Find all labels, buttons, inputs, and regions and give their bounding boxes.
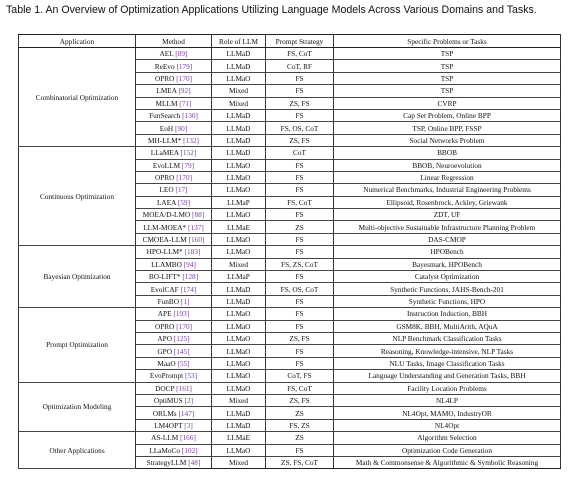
task-cell: Optimization Code Generation [334,444,561,456]
method-name: LEO [159,185,174,195]
method-name: LLaMoCo [149,445,181,455]
task-cell: NL4LP [334,394,561,406]
role-cell: LLMaP [212,196,266,208]
citation-link[interactable]: [53] [184,371,198,381]
citation-link[interactable]: [193] [173,309,190,319]
method-cell [136,233,212,245]
method-name: GPO [157,346,172,356]
citation-link[interactable]: [92] [178,86,191,96]
method-name: EvoLLM [152,160,181,170]
citation-link[interactable]: [102] [181,445,198,455]
role-cell: Mixed [212,456,266,468]
task-cell: HPOBench [334,246,561,258]
method-name: LLM-MOEA* [143,222,187,232]
table-row [19,432,561,444]
prompt-strategy-cell: CoT [266,147,334,159]
role-cell: LLMaD [212,283,266,295]
method-name: AS-LLM [151,433,179,443]
citation-link[interactable]: [170] [176,173,193,183]
role-cell: Mixed [212,394,266,406]
method-name: MOEA/D-LMO [142,210,191,220]
role-cell: LLMaE [212,221,266,233]
role-cell: LLMaO [212,444,266,456]
method-cell [136,394,212,406]
prompt-strategy-cell: FS [266,109,334,121]
citation-link[interactable]: [147] [178,408,195,418]
task-cell: Synthetic Functions, HPO [334,295,561,307]
citation-link[interactable]: [48] [188,458,201,468]
citation-link[interactable]: [183] [184,247,201,257]
task-cell: Social Networks Problem [334,134,561,146]
method-cell [136,122,212,134]
citation-link[interactable]: [88] [192,210,205,220]
method-cell [136,283,212,295]
task-cell: BBOB, Neuroevolution [334,159,561,171]
prompt-strategy-cell: ZS, FS [266,394,334,406]
method-cell [136,209,212,221]
role-cell: Mixed [212,258,266,270]
role-cell: LLMaO [212,370,266,382]
method-cell [136,97,212,109]
method-cell [136,345,212,357]
role-cell: LLMaO [212,72,266,84]
method-name: MaaO [157,358,176,368]
role-cell: LLMaO [212,382,266,394]
citation-link[interactable]: [145] [173,346,190,356]
prompt-strategy-cell: FS [266,72,334,84]
table-body [19,48,561,469]
task-cell: CVRP [334,97,561,109]
method-name: CMOEA-LLM [142,235,187,245]
task-cell: NLP Benchmark Classification Tasks [334,332,561,344]
role-cell: LLMaD [212,60,266,72]
prompt-strategy-cell: FS [266,308,334,320]
table-row [19,382,561,394]
task-cell: TSP [334,72,561,84]
header-prompt-strategy: Prompt Strategy [266,35,334,48]
task-cell: TSP [334,48,561,60]
table-row [19,308,561,320]
prompt-strategy-cell: FS [266,320,334,332]
role-cell: LLMaO [212,357,266,369]
method-name: AEL [159,49,174,59]
method-cell [136,382,212,394]
role-cell: LLMaO [212,209,266,221]
task-cell: NL4Opt [334,419,561,431]
method-cell [136,85,212,97]
role-cell: LLMaO [212,159,266,171]
citation-link[interactable]: [89] [175,49,188,59]
method-cell [136,221,212,233]
method-cell [136,60,212,72]
citation-link[interactable]: [1] [180,297,190,306]
method-name: LLaMEA [150,148,179,158]
method-cell [136,196,212,208]
prompt-strategy-cell: FS, CoT [266,196,334,208]
method-name: EoH [159,123,174,133]
role-cell: LLMaO [212,345,266,357]
role-cell: LLMaP [212,271,266,283]
citation-link[interactable]: [90] [175,123,188,133]
method-name: OPRO [154,173,175,183]
method-cell [136,444,212,456]
task-cell: Instruction Induction, BBH [334,308,561,320]
method-name: LM4OPT [154,420,183,430]
method-cell [136,258,212,270]
method-name: FunSearch [149,111,181,121]
header-application: Application [19,35,136,48]
task-cell: GSM8K, BBH, MultiArith, AQuA [334,320,561,332]
method-cell [136,320,212,332]
application-group-cell: Continuous Optimization [19,147,136,246]
task-cell: Linear Regression [334,171,561,183]
prompt-strategy-cell: FS [266,357,334,369]
prompt-strategy-cell: FS [266,85,334,97]
method-name: MLLM [155,98,178,108]
method-cell [136,48,212,60]
method-cell [136,159,212,171]
role-cell: LLMaO [212,184,266,196]
role-cell: LLMaE [212,432,266,444]
header-row [19,35,561,48]
task-cell: TSP [334,85,561,97]
task-cell: BBOB [334,147,561,159]
citation-link[interactable]: [179] [176,61,193,71]
role-cell: LLMaO [212,332,266,344]
citation-link[interactable]: [132] [183,135,199,145]
task-cell: Catalyst Optimization [334,271,561,283]
method-name: OPRO [154,73,175,83]
citation-link[interactable]: [55] [177,358,190,368]
citation-link[interactable]: [59] [177,197,191,207]
application-group-cell: Bayesian Optimization [19,246,136,308]
task-cell: ZDT, UF [334,209,561,221]
citation-link[interactable]: [130] [182,111,198,121]
citation-link[interactable]: [94] [183,259,196,269]
prompt-strategy-cell: FS [266,444,334,456]
method-cell [136,171,212,183]
task-cell: Multi-objective Sustainable Infrastructure Planning Problem [334,221,561,233]
prompt-strategy-cell: ZS [266,432,334,444]
prompt-strategy-cell: FS [266,184,334,196]
citation-link[interactable]: [170] [176,73,193,83]
citation-link[interactable]: [137] [187,222,204,232]
prompt-strategy-cell: FS, CoT [266,382,334,394]
role-cell: LLMaD [212,48,266,60]
method-name: LAEA [156,197,177,207]
citation-link[interactable]: [3] [184,420,193,430]
prompt-strategy-cell: CoT, RF [266,60,334,72]
method-name: EvoPrompt [149,371,184,381]
prompt-strategy-cell: ZS, FS [266,97,334,109]
task-cell: NL4Opt, MAMO, IndustryOR [334,407,561,419]
task-cell: Numerical Benchmarks, Industrial Engineering Problems [334,184,561,196]
method-name: APE [157,309,172,319]
role-cell: LLMaO [212,320,266,332]
method-name: LMEA [156,86,177,96]
role-cell: LLMaD [212,122,266,134]
method-cell [136,184,212,196]
method-name: OPRO [154,321,175,331]
method-cell [136,357,212,369]
prompt-strategy-cell: FS [266,171,334,183]
method-cell [136,295,212,307]
prompt-strategy-cell: ZS, FS [266,134,334,146]
method-name: OptiMUS [153,396,183,406]
method-name: DOCP [155,383,175,393]
prompt-strategy-cell: FS [266,233,334,245]
prompt-strategy-cell: FS [266,295,334,307]
method-cell [136,271,212,283]
prompt-strategy-cell: FS, ZS [266,419,334,431]
citation-link[interactable]: [2] [184,396,194,406]
application-group-cell: Prompt Optimization [19,308,136,382]
role-cell: LLMaD [212,419,266,431]
prompt-strategy-cell: FS, OS, CoT [266,122,334,134]
role-cell: Mixed [212,97,266,109]
task-cell: DAS-CMOP [334,233,561,245]
task-cell: Bayesmark, HPOBench [334,258,561,270]
citation-link[interactable]: [174] [180,284,197,294]
method-cell [136,246,212,258]
prompt-strategy-cell: FS [266,159,334,171]
header-method: Method [136,35,212,48]
method-cell [136,134,212,146]
role-cell: Mixed [212,85,266,97]
method-name: ReEvo [154,61,175,71]
application-group-cell: Other Applications [19,432,136,469]
citation-link[interactable]: [71] [179,98,192,108]
task-cell: Language Understanding and Generation Tasks, BBH [334,370,561,382]
method-name: FunBO [157,297,180,306]
task-cell: NLU Tasks, Image Classification Tasks [334,357,561,369]
citation-link[interactable]: [166] [180,433,196,443]
prompt-strategy-cell: FS [266,271,334,283]
role-cell: LLMaD [212,407,266,419]
header-role: Role of LLM [212,35,266,48]
prompt-strategy-cell: ZS [266,407,334,419]
role-cell: LLMaD [212,134,266,146]
overview-table [18,34,560,469]
method-name: MH-LLM* [148,135,182,145]
method-name: EvolCAF [150,284,179,294]
table-row [19,147,561,159]
method-cell [136,432,212,444]
prompt-strategy-cell: FS, ZS, CoT [266,258,334,270]
application-group-cell: Combinatorial Optimization [19,48,136,147]
prompt-strategy-cell: FS, CoT [266,48,334,60]
method-cell [136,109,212,121]
method-cell [136,407,212,419]
citation-link[interactable]: [17] [175,185,188,195]
method-cell [136,72,212,84]
task-cell: Ellipsoid, Rosenbrock, Ackley, Griewank [334,196,561,208]
method-name: HPO-LLM* [146,247,183,257]
role-cell: LLMaO [212,171,266,183]
table-row [19,246,561,258]
prompt-strategy-cell: ZS [266,221,334,233]
prompt-strategy-cell: FS [266,246,334,258]
citation-link[interactable]: [161] [176,383,192,393]
task-cell: TSP [334,60,561,72]
citation-link[interactable]: [79] [181,160,195,170]
method-name: StrategyLLM [146,458,187,468]
citation-link[interactable]: [125] [173,334,190,344]
task-cell: Algorithm Selection [334,432,561,444]
task-cell: Reasoning, Knowledge-intensive, NLP Tasks [334,345,561,357]
method-cell [136,332,212,344]
citation-link[interactable]: [128] [182,272,199,282]
method-name: BO-LIFT* [148,272,181,282]
task-cell: Facility Location Problems [334,382,561,394]
method-cell [136,456,212,468]
role-cell: LLMaO [212,233,266,245]
prompt-strategy-cell: ZS, FS, CoT [266,456,334,468]
role-cell: LLMaD [212,295,266,307]
role-cell: LLMaO [212,308,266,320]
citation-link[interactable]: [170] [176,321,193,331]
method-name: APO [157,334,172,344]
method-cell [136,419,212,431]
prompt-strategy-cell: CoT, FS [266,370,334,382]
method-cell [136,308,212,320]
prompt-strategy-cell: FS, OS, CoT [266,283,334,295]
task-cell: Math & Commonsense & Algorithmic & Symbolic Reasoning [334,456,561,468]
method-cell [136,370,212,382]
method-name: LLAMBO [151,259,182,269]
prompt-strategy-cell: FS [266,209,334,221]
table-caption: Table 1. An Overview of Optimization Applications Utilizing Language Models Across Various Domains and Tasks. [6,4,537,16]
table-row [19,48,561,60]
citation-link[interactable]: [152] [180,148,197,158]
method-name: ORLMs [152,408,177,418]
prompt-strategy-cell: FS [266,345,334,357]
application-group-cell: Optimization Modeling [19,382,136,432]
method-cell [136,147,212,159]
header-specific-problems: Specific Problems or Tasks [334,35,561,48]
task-cell: Cap Set Problem, Online BPP [334,109,561,121]
role-cell: LLMaD [212,147,266,159]
role-cell: LLMaD [212,109,266,121]
task-cell: Synthetic Functions, JAHS-Bench-201 [334,283,561,295]
task-cell: TSP, Online BPP, FSSP [334,122,561,134]
citation-link[interactable]: [160] [188,235,205,245]
prompt-strategy-cell: ZS, FS [266,332,334,344]
role-cell: LLMaO [212,246,266,258]
